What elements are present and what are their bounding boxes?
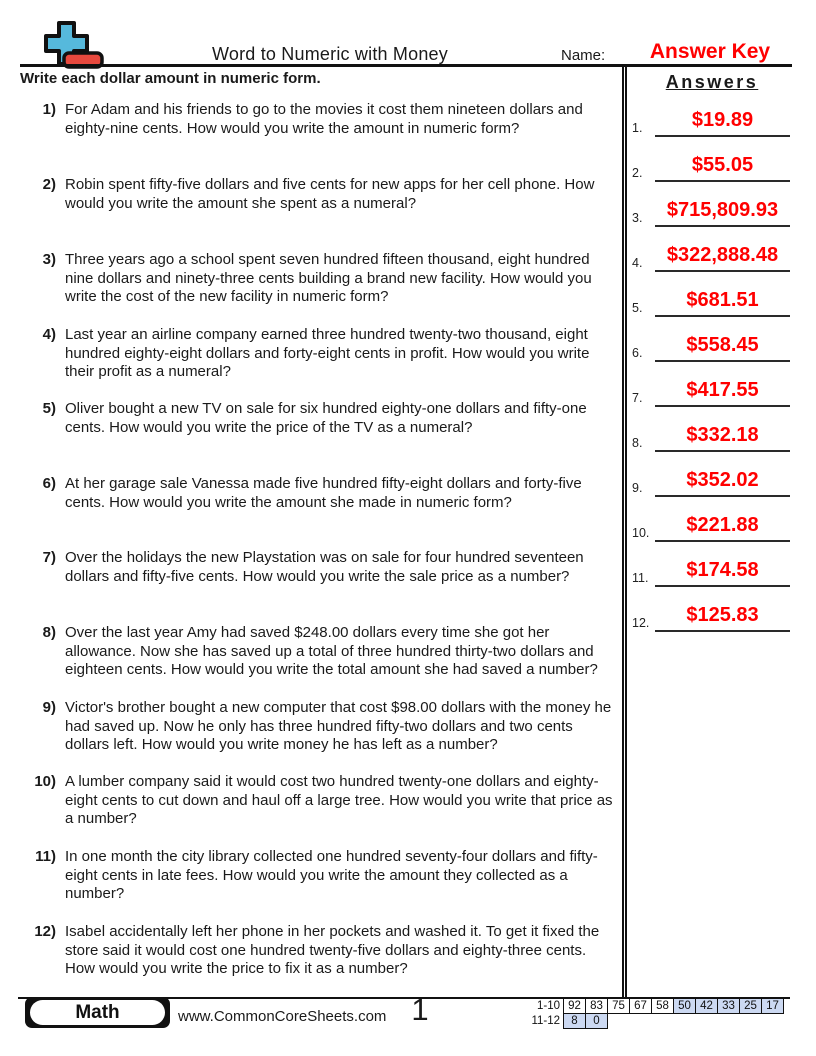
question-number: 11) — [35, 848, 56, 865]
answer-number: 2. — [632, 166, 643, 180]
score-cell: 25 — [739, 998, 762, 1014]
answer-value: $332.18 — [655, 423, 790, 452]
answers-column-divider — [622, 67, 627, 997]
answer-number: 4. — [632, 256, 643, 270]
name-field-value: Answer Key — [649, 40, 771, 63]
question-text: Robin spent fifty-five dollars and five cents for new apps for her cell phone. How would you write the amount she spent as a numeral? — [65, 176, 595, 212]
answer-number: 10. — [632, 526, 650, 540]
question-text: Isabel accidentally left her phone in her pockets and washed it. To get it fixed the store said it would cost one hundred twenty-five dollars and eighty-three cents. How would you write the price to fix it as a number? — [65, 923, 600, 978]
answer-value: $417.55 — [655, 378, 790, 407]
question-text: Victor's brother bought a new computer that cost $98.00 dollars with the money he had saved up. Now he only has three hundred fifty-two dollars and two cents dollars left. How would you write money he has left as a number? — [65, 699, 612, 754]
grading-score-table — [524, 998, 784, 1029]
question-number: 9) — [42, 699, 56, 716]
question-number: 7) — [42, 549, 56, 566]
page-title: Word to Numeric with Money — [212, 44, 448, 64]
score-row — [524, 1013, 784, 1029]
score-cell: 33 — [717, 998, 740, 1014]
question-item — [20, 101, 617, 138]
subject-badge — [25, 997, 170, 1028]
question-text: For Adam and his friends to go to the movies it cost them nineteen dollars and eighty-nine cents. How would you write the amount in numeric form? — [65, 101, 583, 137]
answer-item — [632, 470, 792, 497]
answer-value: $715,809.93 — [655, 198, 790, 227]
question-item — [20, 699, 617, 755]
answer-number: 6. — [632, 346, 643, 360]
score-cell: 92 — [563, 998, 586, 1014]
answer-number: 11. — [632, 571, 649, 585]
question-number: 3) — [42, 251, 56, 268]
score-row-label: 11-12 — [531, 1015, 560, 1027]
answer-value: $322,888.48 — [655, 243, 790, 272]
answer-item — [632, 380, 792, 407]
instructions-text: Write each dollar amount in numeric form. — [20, 70, 321, 87]
question-text: At her garage sale Vanessa made five hundred fifty-eight dollars and forty-five cents. How would you write the amount she made in numeric form? — [65, 475, 582, 511]
question-item — [20, 549, 617, 586]
answer-item — [632, 515, 792, 542]
score-cell: 50 — [673, 998, 696, 1014]
question-text: Three years ago a school spent seven hundred fifteen thousand, eight hundred nine dollars and ninety-three cents building a brand new facility. How would you write the cost of the new facility in numeric form? — [65, 251, 592, 306]
answer-number: 7. — [632, 391, 643, 405]
question-item — [20, 773, 617, 829]
answer-value: $352.02 — [655, 468, 790, 497]
question-number: 12) — [34, 923, 56, 940]
score-cell: 8 — [563, 1013, 586, 1029]
question-text: In one month the city library collected one hundred seventy-four dollars and fifty-eight cents in late fees. How would you write the amount they collected as a number? — [65, 848, 598, 903]
question-text: Oliver bought a new TV on sale for six hundred eighty-one dollars and fifty-one cents. How would you write the price of the TV as a numeral? — [65, 400, 587, 436]
answer-value: $55.05 — [655, 153, 790, 182]
score-cell: 75 — [607, 998, 630, 1014]
answer-item — [632, 335, 792, 362]
answers-heading: Answers — [665, 72, 759, 92]
question-text: A lumber company said it would cost two hundred twenty-one dollars and eighty-eight cents to cut down and haul off a large tree. How would you write that price as a number? — [65, 773, 613, 828]
score-row-label: 1-10 — [536, 1000, 560, 1012]
score-cell: 58 — [651, 998, 674, 1014]
answer-value: $174.58 — [655, 558, 790, 587]
score-row — [524, 998, 784, 1014]
answer-item — [632, 155, 792, 182]
answer-number: 5. — [632, 301, 643, 315]
page-number: 1 — [411, 992, 429, 1027]
answer-item — [632, 110, 792, 137]
answer-value: $558.45 — [655, 333, 790, 362]
question-item — [20, 923, 617, 979]
answer-item — [632, 200, 792, 227]
subject-badge-label: Math — [30, 1000, 165, 1025]
score-cell: 17 — [761, 998, 784, 1014]
question-item — [20, 624, 617, 680]
question-text: Over the holidays the new Playstation was on sale for four hundred seventeen dollars and fifty-five cents. How would you write the sale price as a number? — [65, 549, 584, 585]
website-link[interactable]: www.CommonCoreSheets.com — [178, 1008, 387, 1025]
answer-number: 3. — [632, 211, 643, 225]
header-rule — [20, 64, 792, 67]
score-cell: 67 — [629, 998, 652, 1014]
answer-number: 8. — [632, 436, 643, 450]
score-cell: 0 — [585, 1013, 608, 1029]
question-number: 1) — [42, 101, 56, 118]
question-number: 4) — [42, 326, 56, 343]
answer-item — [632, 560, 792, 587]
score-cell: 42 — [695, 998, 718, 1014]
question-number: 8) — [42, 624, 56, 641]
question-number: 5) — [42, 400, 56, 417]
answer-item — [632, 290, 792, 317]
answer-number: 1. — [632, 121, 643, 135]
question-number: 6) — [42, 475, 56, 492]
name-label: Name: — [561, 47, 606, 64]
answer-value: $221.88 — [655, 513, 790, 542]
question-item — [20, 848, 617, 904]
question-item — [20, 326, 617, 382]
answer-item — [632, 425, 792, 452]
score-cell: 83 — [585, 998, 608, 1014]
question-text: Last year an airline company earned three hundred twenty-two thousand, eight hundred eighty-eight dollars and forty-eight cents in profit. How would you write their profit as a numeral? — [65, 326, 590, 381]
question-item — [20, 400, 617, 437]
answer-number: 9. — [632, 481, 643, 495]
answer-value: $681.51 — [655, 288, 790, 317]
commoncoresheets-logo — [38, 20, 104, 70]
plus-minus-icon — [38, 20, 104, 70]
question-text: Over the last year Amy had saved $248.00 dollars every time she got her allowance. Now she has saved up a total of three hundred thirty-two dollars and eighteen cents. How would you write the total amount she had saved a number? — [65, 624, 598, 679]
question-item — [20, 475, 617, 512]
question-number: 10) — [34, 773, 56, 790]
question-item — [20, 176, 617, 213]
answer-value: $19.89 — [655, 108, 790, 137]
question-item — [20, 251, 617, 307]
answer-value: $125.83 — [655, 603, 790, 632]
question-number: 2) — [42, 176, 56, 193]
answer-item — [632, 605, 792, 632]
answer-item — [632, 245, 792, 272]
answer-number: 12. — [632, 616, 650, 630]
